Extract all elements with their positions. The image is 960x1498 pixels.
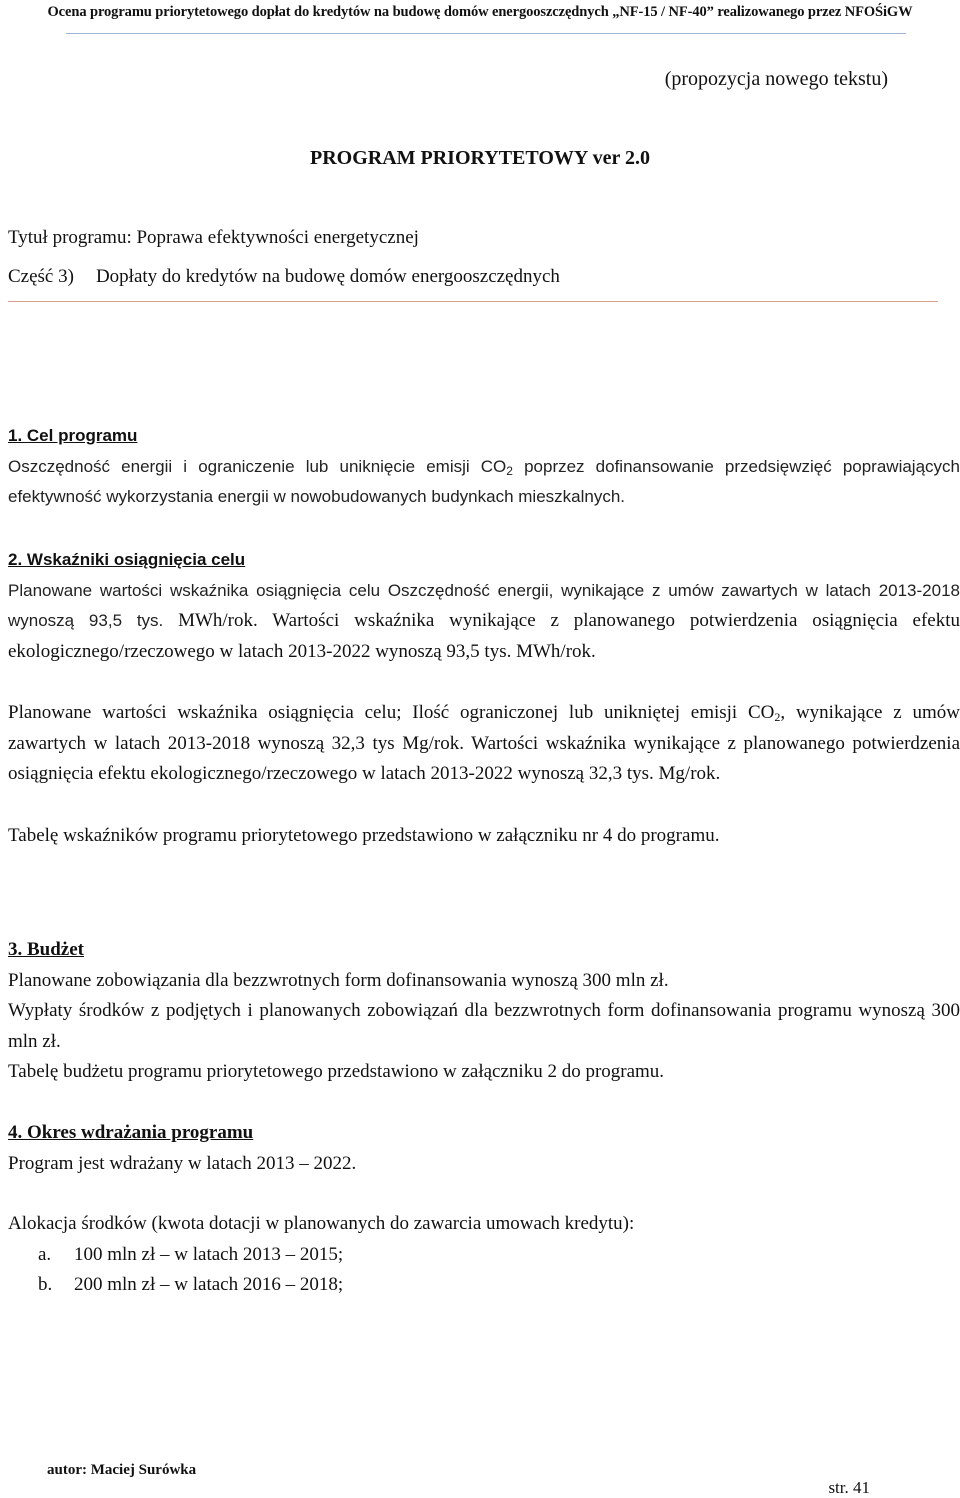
section-2-paragraph-1: Planowane wartości wskaźnika osiągnięcia celu Oszczędność energii, wynikające z umów zawartych w latach 2013-2018 wynoszą 93,5 tys. MWh/rok. Wartości wskaźnika wynikające z planowanego potwierdzenia osiągnięcia efektu ekologicznego/rzeczowego w latach 2013-2022 wynoszą 93,5 tys. MWh/rok. xyxy=(8,580,960,662)
part-label: Część 3) xyxy=(8,266,74,287)
program-title: PROGRAM PRIORYTETOWY ver 2.0 xyxy=(309,147,651,169)
allocation-intro: Alokacja środków (kwota dotacji w planowanych do zawarcia umowach kredytu): xyxy=(8,1213,635,1234)
section-period xyxy=(8,1118,960,1301)
header-divider xyxy=(66,33,906,34)
section-3-paragraph-1: Planowane zobowiązania dla bezzwrotnych form dofinansowania wynoszą 300 mln zł. xyxy=(8,969,669,991)
section-4-paragraph-1: Program jest wdrażany w latach 2013 – 2022. xyxy=(8,1152,357,1174)
title-value: Poprawa efektywności energetycznej xyxy=(136,227,419,248)
section-1-heading: 1. Cel programu xyxy=(8,426,138,445)
program-title-line xyxy=(8,227,419,249)
part-value: Dopłaty do kredytów na budowę domów energooszczędnych xyxy=(95,266,560,287)
list-item: a. 100 mln zł – w latach 2013 – 2015; xyxy=(38,1243,344,1265)
section-3-paragraph-2: Wypłaty środków z podjętych i planowanych zobowiązań dla bezzwrotnych form dofinansowania programu wynoszą 300 mln zł. xyxy=(8,1000,960,1052)
footer-author: autor: Maciej Surówka xyxy=(47,1462,197,1478)
title-divider xyxy=(8,301,938,302)
section-3-paragraph-3: Tabelę budżetu programu priorytetowego przedstawiono w załączniku 2 do programu. xyxy=(8,1061,665,1082)
program-part-line xyxy=(8,266,560,288)
section-indicators xyxy=(8,545,960,851)
section-4-heading: 4. Okres wdrażania programu xyxy=(8,1122,254,1143)
section-1-paragraph: Oszczędność energii i ograniczenie lub uniknięcie emisji $CO_2$ poprzez dofinansowanie przedsięwzięć poprawiających efektywność wykorzystania energii w nowobudowanych budynkach mieszkalnych. xyxy=(8,456,960,506)
section-2-paragraph-3: Tabelę wskaźników programu priorytetowego przedstawiono w załączniku nr 4 do programu. xyxy=(8,824,720,846)
section-3-heading: 3. Budżet xyxy=(8,939,84,960)
running-header: Ocena programu priorytetowego dopłat do kredytów na budowę domów energooszczędnych „NF-15 / NF-40” realizowanego przez NFOŚiGW xyxy=(47,4,913,20)
proposal-note: (propozycja nowego tekstu) xyxy=(664,68,888,90)
page-number: str. 41 xyxy=(828,1478,870,1497)
section-2-paragraph-2: Planowane wartości wskaźnika osiągnięcia celu; Ilość ograniczonej lub unikniętej emisji $CO_2$, wynikające z umów zawartych w latach 2013-2018 wynoszą 32,3 tys Mg/rok. Wartości wskaźnika wynikające z planowanego potwierdzenia osiągnięcia efektu ekologicznego/rzeczowego w latach 2013-2022 wynoszą 32,3 tys. Mg/rok. xyxy=(8,702,960,784)
section-2-heading: 2. Wskaźniki osiągnięcia celu xyxy=(8,550,246,569)
title-label: Tytuł programu: xyxy=(8,227,137,248)
section-budget xyxy=(8,935,960,1088)
list-item: b. 200 mln zł – w latach 2016 – 2018; xyxy=(38,1274,344,1295)
section-goal xyxy=(8,421,960,513)
